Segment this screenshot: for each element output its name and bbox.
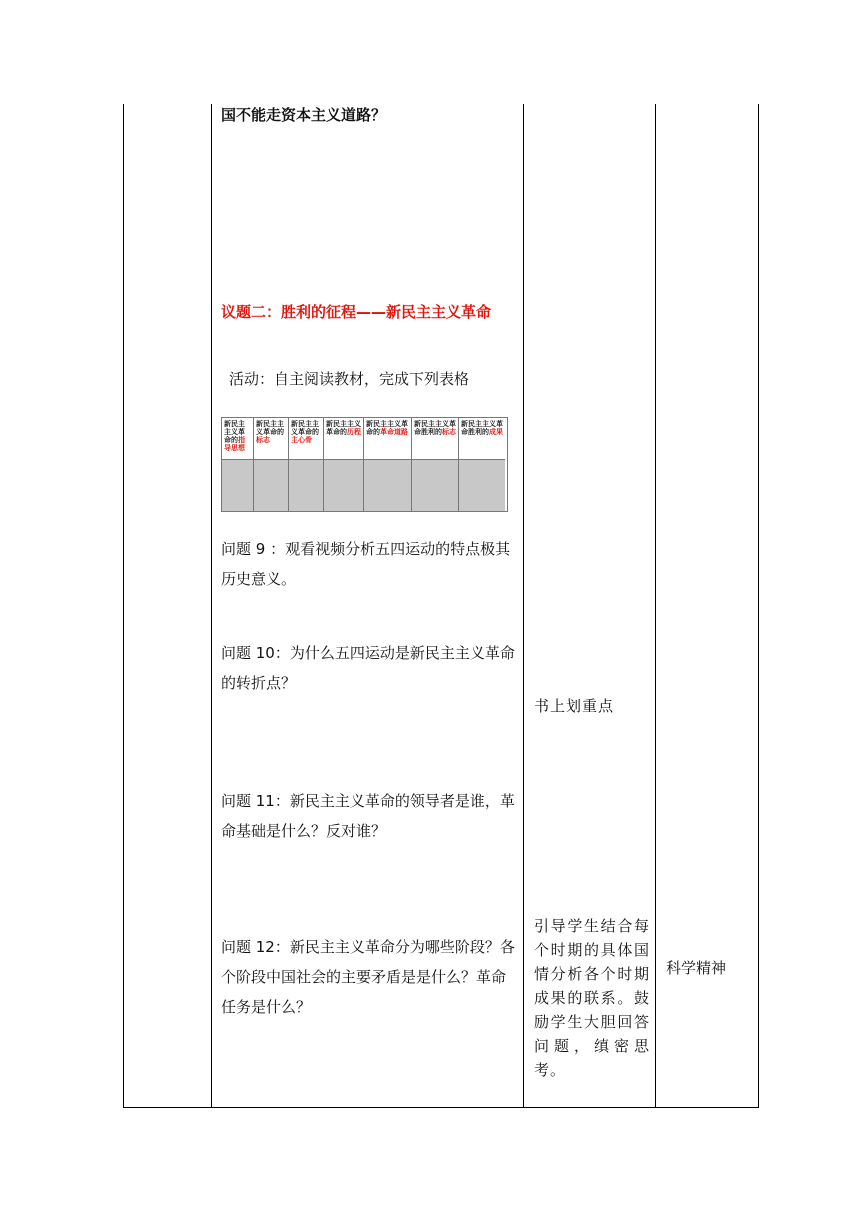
table-column [412, 418, 459, 511]
table-header-cell: 新民主主义革命胜利的标志 [412, 418, 458, 460]
question-9: 问题 9 ：观看视频分析五四运动的特点极其历史意义。 [221, 540, 511, 588]
guidance-text: 引导学生结合每个时期的具体国情分析各个时期成果的联系。鼓励学生大胆回答问题，缜密思考。 [534, 917, 650, 1079]
table-border-col2 [523, 104, 524, 1108]
activity-text: 活动：自主阅读教材，完成下列表格 [229, 370, 470, 388]
literacy-text: 科学精神 [666, 959, 727, 977]
table-column [289, 418, 324, 511]
table-header-cell: 新民主主义革命的革命道路 [364, 418, 411, 460]
table-empty-cell [412, 460, 458, 511]
table-empty-cell [254, 460, 288, 511]
question-continuation: 国不能走资本主义道路？ [221, 106, 387, 124]
table-column [364, 418, 412, 511]
table-column [459, 418, 505, 511]
table-header-cell: 新民主主义革命的标志 [254, 418, 288, 460]
table-column [254, 418, 289, 511]
activity-table-image [221, 417, 508, 512]
topic-two-heading: 议题二：胜利的征程——新民主主义革命 [221, 303, 492, 321]
table-border-right [758, 104, 759, 1108]
table-border-left [123, 104, 124, 1108]
question-10: 问题 10：为什么五四运动是新民主主义革命的转折点？ [221, 644, 515, 692]
table-empty-cell [364, 460, 411, 511]
table-header-cell: 新民主主义革命的指导思想 [222, 418, 253, 460]
table-empty-cell [459, 460, 505, 511]
question-12: 问题 12：新民主主义革命分为哪些阶段？各个阶段中国社会的主要矛盾是是什么？革命任务是什么？ [221, 938, 515, 1016]
table-header-cell: 新民主主义革命胜利的成果 [459, 418, 505, 460]
mark-key-points-text: 书上划重点 [534, 697, 615, 715]
table-header-cell: 新民主主义革命的历程 [324, 418, 363, 460]
table-column [222, 418, 254, 511]
table-empty-cell [324, 460, 363, 511]
table-header-cell: 新民主主义革命的主心骨 [289, 418, 323, 460]
table-empty-cell [222, 460, 253, 511]
table-column [324, 418, 364, 511]
question-11: 问题 11：新民主主义革命的领导者是谁，革命基础是什么？反对谁？ [221, 792, 515, 840]
table-border-bottom [123, 1107, 759, 1108]
table-border-col1 [211, 104, 212, 1108]
table-border-col3 [655, 104, 656, 1108]
table-empty-cell [289, 460, 323, 511]
